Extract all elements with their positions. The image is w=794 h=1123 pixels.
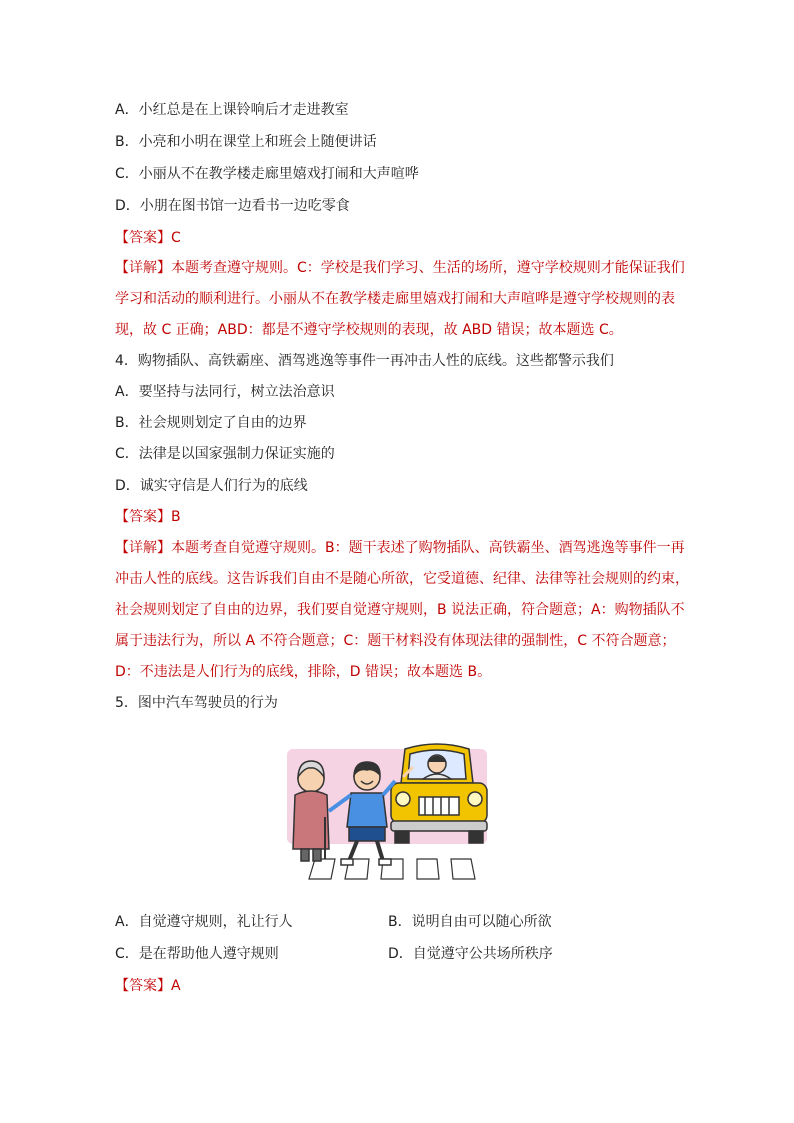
q5-answer: 【答案】A: [115, 978, 181, 994]
q4-detail-line: 【详解】本题考查自觉遵守规则。B：题干表述了购物插队、高铁霸坐、酒驾逃逸等事件一再: [115, 540, 685, 556]
q5-option-c: C．是在帮助他人遵守规则: [115, 946, 279, 962]
q4-detail-line: 社会规则划定了自由的边界，我们要自觉遵守规则，B 说法正确，符合题意；A：购物插队不: [115, 602, 685, 618]
q4-answer: 【答案】B: [115, 509, 181, 525]
q3-option-b: B．小亮和小明在课堂上和班会上随便讲话: [115, 134, 377, 150]
q3-detail-line: 学习和活动的顺利进行。小丽从不在教学楼走廊里嬉戏打闹和大声喧哗是遵守学校规则的表: [115, 291, 675, 307]
q5-option-a: A．自觉遵守规则，礼让行人: [115, 914, 293, 930]
q4-option-d: D．诚实守信是人们行为的底线: [115, 478, 308, 494]
crosswalk-illustration: [287, 737, 507, 887]
q5-stem: 5．图中汽车驾驶员的行为: [115, 695, 278, 711]
q4-option-b: B．社会规则划定了自由的边界: [115, 415, 307, 431]
q4-detail-line: 冲击人性的底线。这告诉我们自由不是随心所欲，它受道德、纪律、法律等社会规则的约束，: [115, 571, 689, 587]
q3-detail-line: 现，故 C 正确；ABD：都是不遵守学校规则的表现，故 ABD 错误；故本题选 C。: [115, 322, 623, 338]
q3-detail-line: 【详解】本题考查遵守规则。C：学校是我们学习、生活的场所，遵守学校规则才能保证我们: [115, 260, 685, 276]
q3-option-d: D．小朋在图书馆一边看书一边吃零食: [115, 198, 350, 214]
q4-option-c: C．法律是以国家强制力保证实施的: [115, 446, 335, 462]
q3-option-c: C．小丽从不在教学楼走廊里嬉戏打闹和大声喧哗: [115, 166, 419, 182]
q3-answer: 【答案】C: [115, 230, 181, 246]
q4-option-a: A．要坚持与法同行，树立法治意识: [115, 384, 335, 400]
q4-detail-line: D：不违法是人们行为的底线，排除，D 错误；故本题选 B。: [115, 664, 492, 680]
grandmother: [293, 761, 329, 861]
q4-detail-line: 属于违法行为，所以 A 不符合题意；C：题干材料没有体现法律的强制性，C 不符合题意；: [115, 633, 676, 649]
q3-option-a: A．小红总是在上课铃响后才走进教室: [115, 102, 349, 118]
q4-stem: 4．购物插队、高铁霸座、酒驾逃逸等事件一再冲击人性的底线。这些都警示我们: [115, 353, 614, 369]
q5-option-d: D．自觉遵守公共场所秩序: [388, 946, 553, 962]
q5-option-b: B．说明自由可以随心所欲: [388, 914, 552, 930]
